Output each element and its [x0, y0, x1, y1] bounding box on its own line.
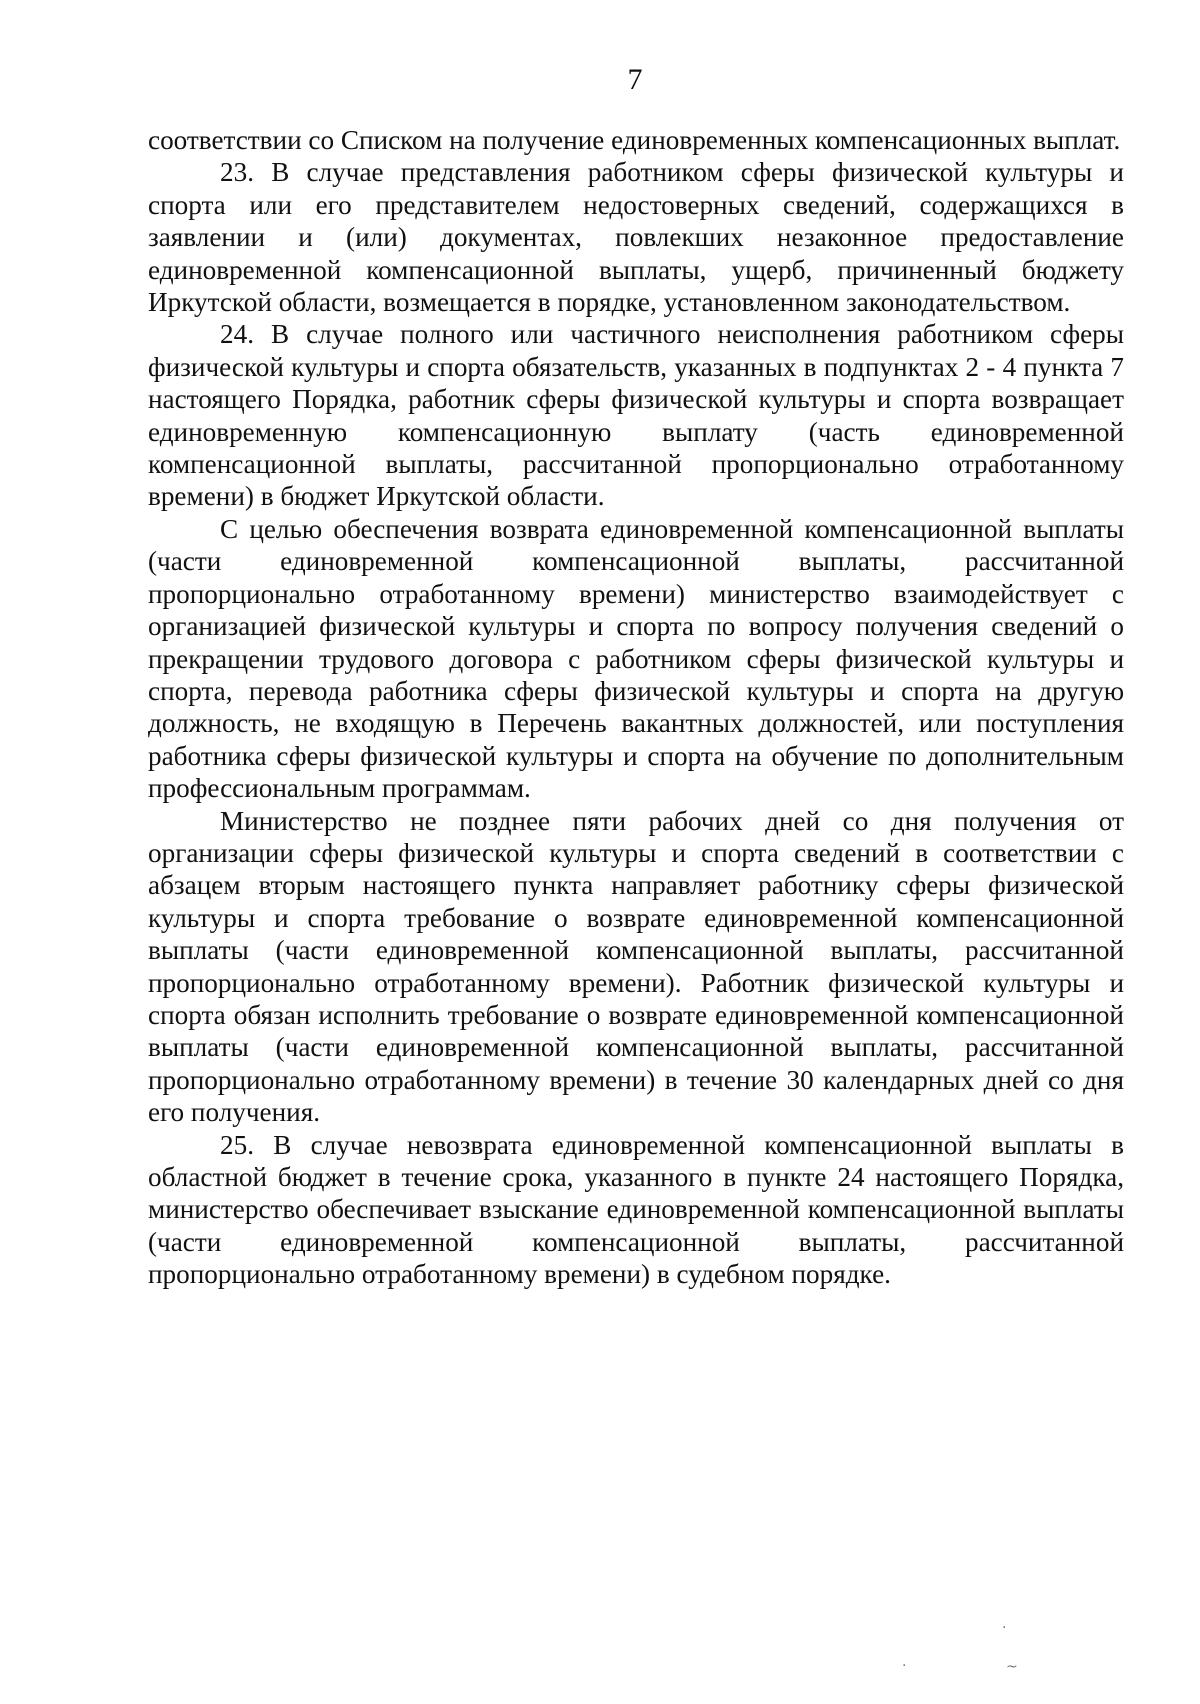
paragraph-24-return-purpose: С целью обеспечения возврата единовременной компенсационной выплаты (части единовременной компенсационной выплаты, рассчитанной пропорционально отработанному времени) министерство взаимодействует с организацией физической культуры и спорта по вопросу получения сведений о прекращении трудового договора с работником сферы физической культуры и спорта, перевода работника сферы физической культуры и спорта на другую должность, не входящую в Перечень вакантных должностей, или поступления работника сферы физической культуры и спорта на обучение по дополнительным профессиональным программам.: [148, 513, 1124, 804]
scan-speck-dot: ·: [1002, 1620, 1007, 1636]
paragraph-23: 23. В случае представления работником сферы физической культуры и спорта или его представителем недостоверных сведений, содержащихся в заявлении и (или) документах, повлекших незаконное предоставление единовременной компенсационной выплаты, ущерб, причиненный бюджету Иркутской области, возмещается в порядке, установленном законодательством.: [148, 157, 1124, 318]
paragraph-24: 24. В случае полного или частичного неисполнения работником сферы физической культуры и спорта обязательств, указанных в подпунктах 2 - 4 пункта 7 настоящего Порядка, работник сферы физической культуры и спорта возвращает единовременную компенсационную выплату (часть единовременной компенсационной выплаты, рассчитанной пропорционально отработанному времени) в бюджет Иркутской области.: [148, 319, 1124, 512]
document-body: [148, 124, 1124, 1291]
scan-speck-dot-small: ·: [902, 1658, 907, 1674]
page-number: 7: [627, 63, 643, 96]
paragraph-25: 25. В случае невозврата единовременной компенсационной выплаты в областной бюджет в течение срока, указанного в пункте 24 настоящего Порядка, министерство обеспечивает взыскание единовременной компенсационной выплаты (части единовременной компенсационной выплаты, рассчитанной пропорционально отработанному времени) в судебном порядке.: [148, 1129, 1124, 1290]
paragraph-continuation: соответствии со Списком на получение единовременных компенсационных выплат.: [148, 125, 1121, 155]
paragraph-24-ministry-requirement: Министерство не позднее пяти рабочих дней со дня получения от организации сферы физической культуры и спорта сведений в соответствии с абзацем вторым настоящего пункта направляет работнику сферы физической культуры и спорта требование о возврате единовременной компенсационной выплаты (части единовременной компенсационной выплаты, рассчитанной пропорционально отработанному времени). Работник физической культуры и спорта обязан исполнить требование о возврате единовременной компенсационной выплаты (части единовременной компенсационной выплаты, рассчитанной пропорционально отработанному времени) в течение 30 календарных дней со дня его получения.: [148, 805, 1124, 1128]
scan-speck-tilde: ~: [1006, 1659, 1018, 1675]
